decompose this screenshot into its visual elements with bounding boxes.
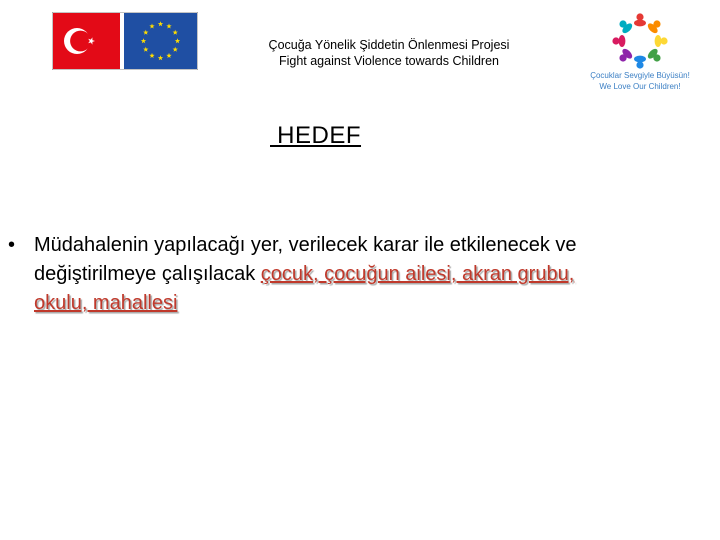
child-figure-body: [634, 20, 646, 27]
child-figure-body: [634, 56, 646, 63]
logo-slogan: [560, 70, 720, 92]
bullet-text-plain: Müdahalenin yapılacağı yer, verilecek karar ile etkilenecek ve değiştirilmeye çalışılacak: [34, 234, 577, 285]
child-figure-head: [636, 61, 643, 68]
child-figure-head: [660, 37, 667, 44]
bullet-text: [34, 231, 594, 318]
bullet-marker: •: [8, 234, 16, 256]
project-title-tr: Çocuğa Yönelik Şiddetin Önlenmesi Projesi: [268, 38, 510, 52]
bullet-text-highlight: çocuk, çocuğun ailesi, akran grubu, okulu, mahallesi: [34, 263, 575, 314]
project-title-en: Fight against Violence towards Children: [278, 54, 500, 68]
children-circle-logo: [612, 13, 668, 69]
logo-slogan-en: We Love Our Children!: [599, 82, 681, 91]
child-figure-head: [612, 37, 619, 44]
logo-slogan-tr: Çocuklar Sevgiyle Büyüsün!: [590, 71, 690, 80]
child-figure-head: [636, 13, 643, 20]
child-figure-body: [655, 35, 662, 47]
eu-flag-icon: [124, 12, 198, 70]
project-header: [214, 37, 564, 69]
slide-title: HEDEF: [270, 122, 362, 149]
flags-group: [52, 12, 198, 70]
child-figure-body: [619, 35, 626, 47]
